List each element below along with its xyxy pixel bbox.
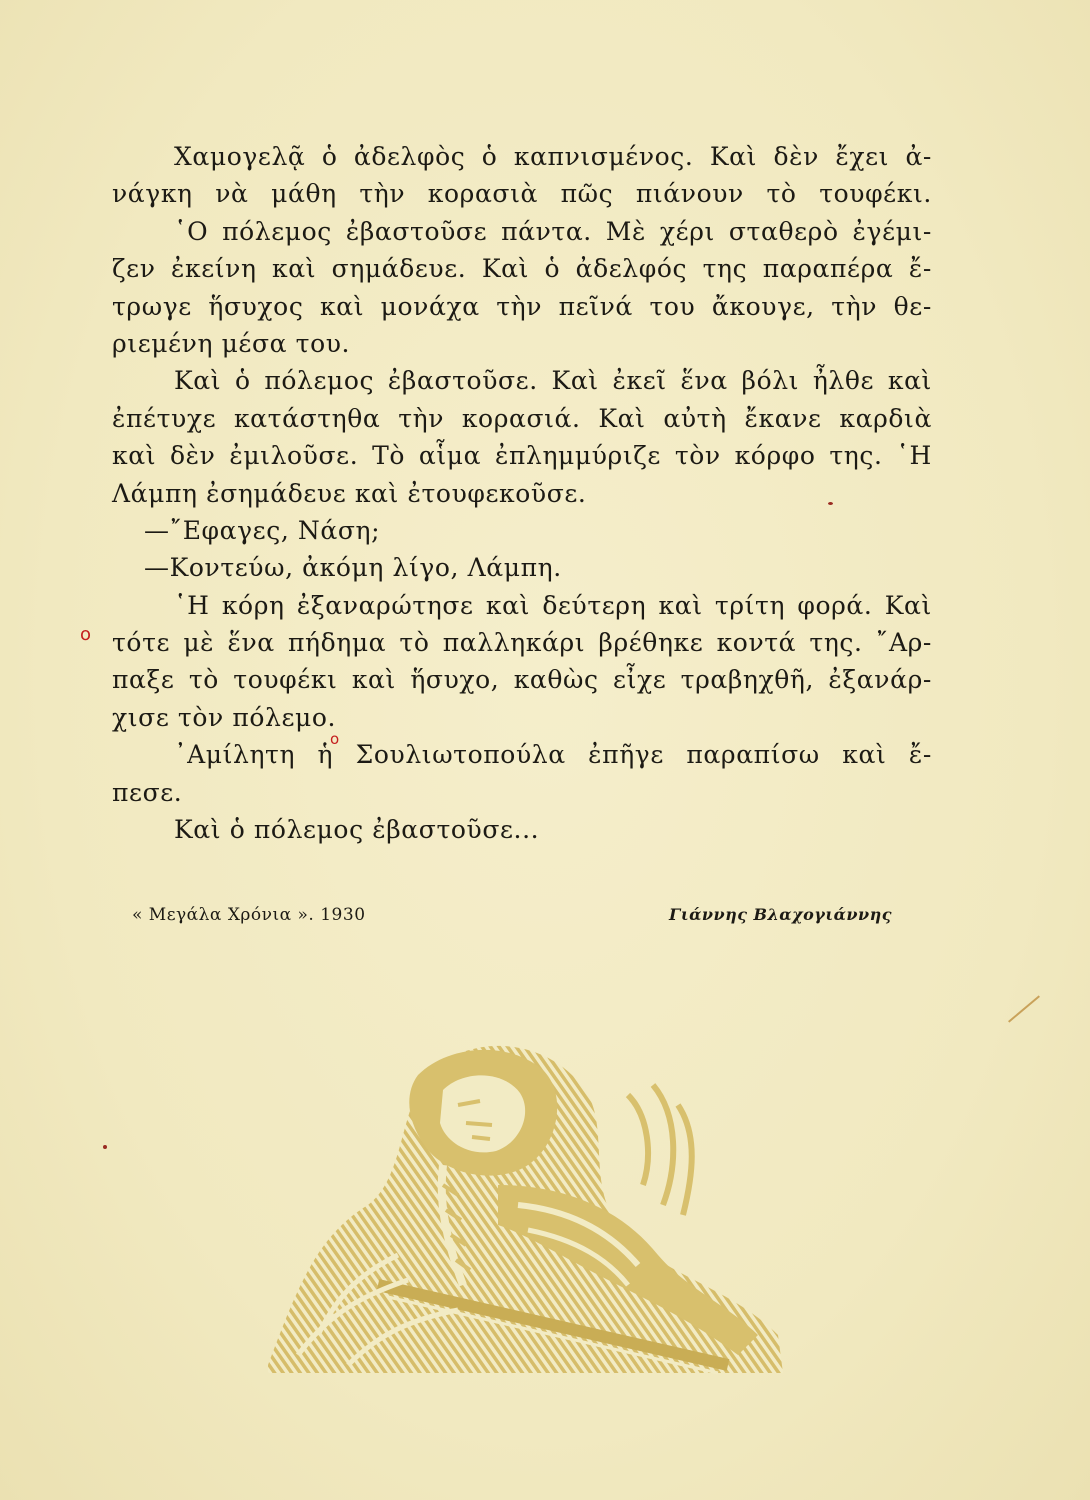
ink-spot [103, 1145, 107, 1149]
word: τὴν [398, 403, 445, 433]
dialogue-line: —Κοντεύω, ἀκόμη λίγο, Λάμπη. [144, 553, 562, 583]
word: ἐκείνη [170, 254, 257, 284]
text-line [112, 213, 932, 250]
text-line [112, 587, 932, 624]
word: καὶ [112, 441, 157, 471]
word: πήδημα [288, 628, 387, 658]
word: της [702, 254, 748, 284]
word: καὶ [319, 291, 365, 321]
word: καὶ [351, 665, 396, 695]
word: ὁ [321, 142, 338, 171]
word: κορασιὰ [427, 179, 538, 209]
body-text [112, 138, 932, 848]
word: ἀδελφὸς [353, 142, 466, 171]
word: ῾Η [174, 590, 210, 620]
word: βόλι [741, 366, 800, 396]
word: καπνισμένος. [513, 142, 694, 171]
word: σταθερὸ [728, 216, 839, 246]
word: πῶς [560, 179, 614, 209]
word: θε- [893, 291, 932, 321]
word: παραπέρα [762, 254, 894, 284]
text-line: χισε τὸν πόλεμο. [112, 702, 337, 732]
word: Χαμογελᾷ [174, 142, 306, 171]
ink-spot [828, 502, 833, 505]
word: ἐκεῖ [612, 366, 667, 396]
word: Καὶ [598, 403, 646, 433]
word: κοντά [716, 628, 797, 658]
word: δὲν [773, 142, 819, 171]
word: πιάνουν [635, 179, 744, 209]
word: τὸ [766, 179, 797, 209]
word: τραβηχθῆ, [680, 665, 815, 695]
word: κατάστηθα [233, 403, 381, 433]
text-line [112, 250, 932, 287]
word: τρωγε [112, 291, 192, 321]
word: τὴν [831, 291, 878, 321]
word: Τὸ [372, 441, 406, 471]
word: Μὲ [605, 216, 646, 246]
source-citation: « Μεγάλα Χρόνια ». 1930 [132, 905, 366, 925]
word: ἥσυχος [208, 291, 304, 321]
dialogue-line: —῎Εφαγες, Νάση; [144, 515, 381, 545]
word: πόλεμος [264, 366, 375, 396]
word: ὁ [481, 142, 498, 171]
word: της. [829, 441, 883, 471]
word: αὐτὴ [663, 403, 727, 433]
word: χέρι [659, 216, 715, 246]
word: τουφέκι. [819, 179, 932, 209]
word: ἐξαναρώτησε [296, 590, 474, 620]
word: δὲν [169, 441, 216, 471]
text-line: ριεμένη μέσα του. [112, 328, 351, 358]
word: εἶχε [613, 665, 667, 695]
woodcut-illustration [258, 1035, 786, 1375]
word: τότε [112, 628, 171, 658]
word: ἡ [317, 740, 334, 770]
text-line: Λάμπη ἐσημάδευε καὶ ἐτουφεκοῦσε. [112, 478, 587, 508]
word: ἦλθε [812, 366, 875, 396]
word: ἔχει [835, 142, 890, 171]
word: ἐγέμι- [852, 216, 932, 246]
text-line [112, 661, 932, 698]
proof-circle-mark: o [330, 730, 340, 748]
word: της. [809, 628, 863, 658]
word: πεῖνά [558, 291, 633, 321]
word: Καὶ [709, 142, 758, 171]
word: κόρη [221, 590, 285, 620]
word: νὰ [215, 179, 249, 209]
word: ἐπέτυχε [112, 403, 217, 433]
word: φορά. [797, 590, 873, 620]
word: ῎Αρ- [875, 628, 932, 658]
word: ῾Η [896, 441, 932, 471]
text-line [112, 736, 932, 773]
text-line [112, 288, 932, 325]
word: μάθη [271, 179, 337, 209]
word: ἀδελφός [575, 254, 688, 284]
word: Καὶ [174, 366, 222, 396]
word: ἕνα [680, 366, 728, 396]
word: τὸ [399, 628, 430, 658]
word: ἔ- [908, 740, 932, 770]
word: τὸ [188, 665, 219, 695]
text-line [112, 138, 932, 175]
word: κορασιά. [461, 403, 581, 433]
text-line [112, 175, 932, 212]
word: ἥσυχο, [410, 665, 500, 695]
word: πάντα. [501, 216, 592, 246]
word: ἐπλημμύριζε [494, 441, 661, 471]
word: τὴν [359, 179, 406, 209]
word: ἄκουγε, [711, 291, 815, 321]
word: σημάδευε. [331, 254, 467, 284]
word: ἐξανάρ- [828, 665, 932, 695]
word: παραπίσω [686, 740, 820, 770]
text-line: Καὶ ὁ πόλεμος ἐβαστοῦσε... [174, 815, 540, 845]
word: ὁ [544, 254, 561, 284]
word: νάγκη [112, 179, 193, 209]
word: του [649, 291, 696, 321]
word: παξε [112, 665, 175, 695]
stray-stroke [1008, 995, 1040, 1022]
word: ὁ [234, 366, 251, 396]
word: βρέθηκε [598, 628, 704, 658]
word: ἔκανε [744, 403, 822, 433]
word: ζεν [112, 254, 156, 284]
word: Καὶ [884, 590, 932, 620]
word: καὶ [842, 740, 887, 770]
word: ἐμιλοῦσε. [229, 441, 359, 471]
text-line [112, 362, 932, 399]
author-name: Γιάννης Βλαχογιάννης [668, 905, 892, 924]
word: τὸν [674, 441, 721, 471]
word: ἔ- [908, 254, 932, 284]
word: ἐβαστοῦσε [345, 216, 488, 246]
attribution [132, 905, 892, 925]
word: Καὶ [481, 254, 529, 284]
word: ἐπῆγε [588, 740, 664, 770]
word: ἀ- [905, 142, 932, 171]
word: πόλεμος [222, 216, 332, 246]
word: τρίτη [714, 590, 786, 620]
text-line [112, 437, 932, 474]
word: καὶ [485, 590, 530, 620]
word: τὴν [496, 291, 543, 321]
word: τουφέκι [233, 665, 338, 695]
word: ῾Ο [174, 216, 209, 246]
word: κόρφο [734, 441, 816, 471]
word: καθὼς [513, 665, 599, 695]
word: αἷμα [418, 441, 482, 471]
text-line: πεσε. [112, 777, 183, 807]
word: καὶ [658, 590, 703, 620]
text-line [112, 400, 932, 437]
word: καρδιὰ [839, 403, 932, 433]
proof-circle-mark: o [80, 624, 92, 645]
word: ἕνα [227, 628, 275, 658]
word: ᾿Αμίλητη [174, 740, 296, 770]
word: ἐβαστοῦσε. [387, 366, 538, 396]
word: δεύτερη [542, 590, 647, 620]
word: μὲ [183, 628, 215, 658]
word: παλληκάρι [442, 628, 586, 658]
word: καὶ [887, 366, 932, 396]
word: Καὶ [551, 366, 599, 396]
word: καὶ [272, 254, 317, 284]
word: μονάχα [380, 291, 480, 321]
word: Σουλιωτοπούλα [355, 740, 566, 770]
text-line [112, 624, 932, 661]
